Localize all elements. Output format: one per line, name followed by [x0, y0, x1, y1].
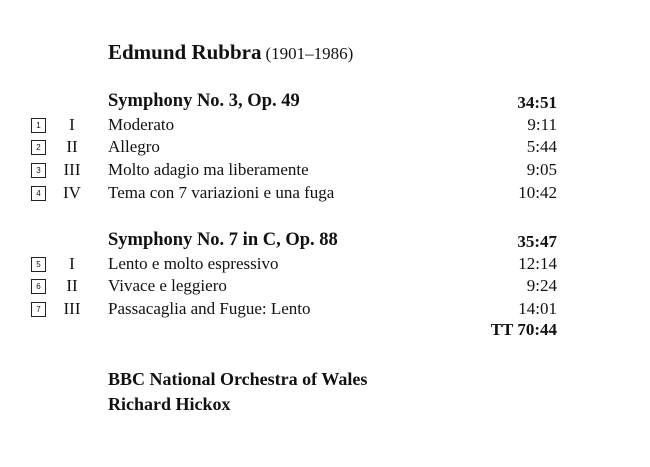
work-title: Symphony No. 7 in C, Op. 88 — [108, 230, 338, 250]
total-time: TT 70:44 — [490, 320, 557, 339]
track-title: Moderato — [108, 115, 175, 134]
work-duration: 34:51 — [517, 93, 557, 112]
track-row — [0, 299, 650, 321]
movement-numeral: II — [66, 137, 78, 156]
composer-heading — [108, 40, 353, 65]
composer-dates: (1901–1986) — [265, 44, 354, 63]
movement-numeral: II — [66, 276, 78, 295]
track-row — [0, 137, 650, 159]
track-number: 7 — [31, 302, 46, 317]
work-duration: 35:47 — [517, 232, 557, 251]
track-number: 5 — [31, 257, 46, 272]
track-number: 1 — [31, 118, 46, 133]
track-duration: 9:11 — [527, 115, 557, 134]
track-duration: 9:24 — [526, 276, 557, 295]
track-duration: 9:05 — [526, 160, 557, 179]
track-row — [0, 254, 650, 276]
movement-numeral: III — [63, 160, 81, 179]
track-number: 4 — [31, 186, 46, 201]
track-row — [0, 115, 650, 137]
conductor-name: Richard Hickox — [108, 394, 231, 414]
track-title: Allegro — [108, 137, 160, 156]
track-title: Tema con 7 variazioni e una fuga — [108, 183, 335, 202]
track-number: 6 — [31, 279, 46, 294]
track-title: Molto adagio ma liberamente — [108, 160, 309, 179]
movement-numeral: I — [69, 115, 75, 134]
movement-numeral: I — [69, 254, 75, 273]
orchestra-name: BBC National Orchestra of Wales — [108, 369, 368, 389]
track-duration: 5:44 — [526, 137, 557, 156]
track-row — [0, 160, 650, 182]
movement-numeral: IV — [63, 183, 81, 202]
track-title: Lento e molto espressivo — [108, 254, 279, 273]
work-title: Symphony No. 3, Op. 49 — [108, 91, 300, 111]
composer-name: Edmund Rubbra — [108, 40, 262, 64]
track-row — [0, 276, 650, 298]
track-number: 2 — [31, 140, 46, 155]
track-title: Vivace e leggiero — [108, 276, 227, 295]
movement-numeral: III — [63, 299, 81, 318]
track-number: 3 — [31, 163, 46, 178]
track-duration: 14:01 — [518, 299, 557, 318]
track-duration: 12:14 — [518, 254, 557, 273]
track-title: Passacaglia and Fugue: Lento — [108, 299, 311, 318]
track-duration: 10:42 — [518, 183, 557, 202]
track-row — [0, 183, 650, 205]
